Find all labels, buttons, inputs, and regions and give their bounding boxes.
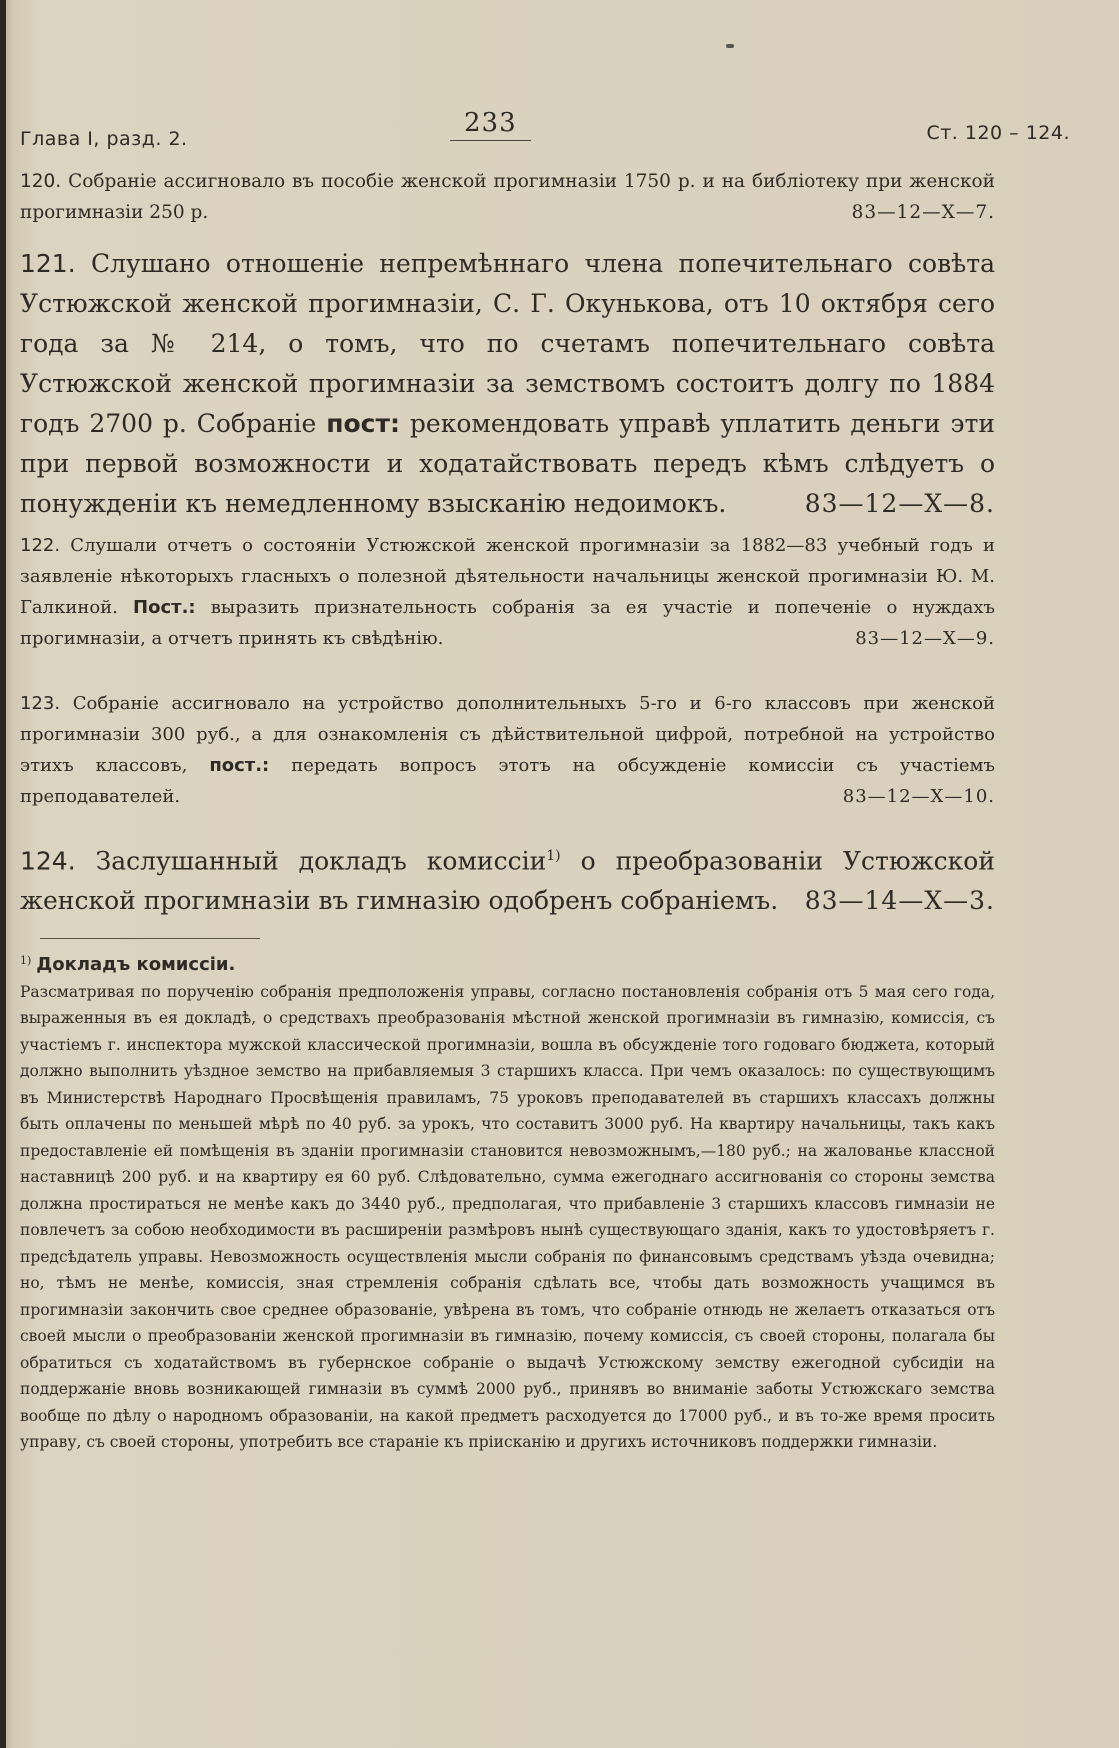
footnote-title: Докладъ комиссіи.: [36, 954, 236, 976]
paragraph-123: 123. Собраніе ассигновало на устройство дополнительныхъ 5-го и 6-го классовъ при женской прогимназіи 300 руб., а для ознакомленія съ дѣйствительной цифрой, потребной на устройство этихъ классовъ, пост.: передать вопросъ этотъ на обсужденіе комиссіи съ участіемъ преподавателей. 83—12—X—10.: [20, 688, 995, 812]
binding-edge: [0, 0, 6, 1748]
reference-code: 83—12—X—10.: [842, 786, 995, 807]
footnote: [20, 948, 995, 1456]
paragraph-120: 120. Собраніе ассигновало въ пособіе женской прогимназіи 1750 р. и на библіотеку при женской прогимназіи 250 р. 83—12—X—7.: [20, 166, 995, 228]
footnote-text: Разсматривая по порученію собранія предположенія управы, согласно постановленія собранія отъ 5 мая сего года, выраженныя въ ея докладѣ, о средствахъ преобразованія мѣстной женской прогимназіи въ гимназію, комиссія, съ участіемъ г. инспектора мужской классической прогимназіи, вошла въ обсужденіе того годоваго бюджета, который должно выполнить уѣздное земство на прибавляемыя 3 старшихъ класса. При чемъ оказалось: по существующимъ въ Министерствѣ Народнаго Просвѣщенія правиламъ, 75 уроковъ преподавателей въ старшихъ классахъ должны быть оплачены по меньшей мѣрѣ по 40 руб. за урокъ, что составитъ 3000 руб. На квартиру начальницы, такъ какъ предоставленіе ей помѣщенія въ зданіи прогимназіи становится невозможнымъ,—180 руб.; на жалованье классной наставницѣ 200 руб. и на квартиру ея 60 руб. Слѣдовательно, сумма ежегоднаго ассигнованія со стороны земства должна простираться не менѣе какъ до 3440 руб., предполагая, что прибавленіе 3 старшихъ классовъ гимназіи не повлечетъ за собою необходимости въ расширеніи размѣровъ нынѣ существующаго зданія, какъ то удостовѣряетъ г. предсѣдатель управы. Невозможность осуществленія мысли собранія по финансовымъ средствамъ уѣзда очевидна; но, тѣмъ не менѣе, комиссія, зная стремленія собранія сдѣлать все, чтобы дать возможность учащимся въ прогимназіи закончить свое среднее образованіе, увѣрена въ томъ, что собраніе отнюдь не желаетъ отказаться отъ своей мысли о преобразованіи женской прогимназіи въ гимназію, почему комиссія, съ своей стороны, полагала бы обратиться съ ходатайствомъ въ губернское собраніе о выдачѣ Устюжскому земству ежегодной субсидіи на поддержаніе вновь возникающей гимназіи въ суммѣ 2000 руб., принявъ во вниманіе заботы Устюжскаго земства вообще по дѣлу о народномъ образованіи, на какой предметъ расходуется до 17000 руб., и въ то-же время просить управу, съ своей стороны, употребить все стараніе къ пріисканію и другихъ источниковъ поддержки гимназіи.: [20, 982, 995, 1452]
paragraph-124: 124. Заслушанный докладъ комиссіи$^{1)}$ о преобразованіи Устюжской женской прогимназіи въ гимназію одобренъ собраніемъ. 83—14—X—3.: [20, 836, 995, 921]
page-number: 233: [450, 108, 531, 141]
ink-spot: [726, 44, 734, 48]
reference-code: 83—12—X—9.: [855, 628, 995, 649]
chapter-label: Глава I, разд. 2.: [20, 128, 188, 150]
footnote-mark: 1): [20, 954, 32, 967]
reference-code: 83—12—X—7.: [851, 202, 995, 223]
article-range: Ст. 120 – 124.: [926, 122, 1070, 144]
page-header: [20, 108, 1080, 158]
footnote-ref[interactable]: 1): [546, 848, 561, 864]
footnote-divider: [40, 938, 260, 939]
reference-code: 83—12—X—8.: [804, 489, 995, 518]
reference-code: 83—14—X—3.: [804, 886, 995, 916]
paragraph-122: 122. Слушали отчетъ о состояніи Устюжской женской прогимназіи за 1882—83 учебный годъ и заявленіе нѣкоторыхъ гласныхъ о полезной дѣятельности начальницы женской прогимназіи Ю. М. Галкиной. Пост.: выразить признательность собранія за ея участіе и попеченіе о нуждахъ прогимназіи, а отчетъ принять къ свѣдѣнію. 83—12—X—9.: [20, 530, 995, 654]
paragraph-121: 121. Слушано отношеніе непремѣннаго члена попечительнаго совѣта Устюжской женской прогимназіи, С. Г. Окунькова, отъ 10 октября сего года за № 214, о томъ, что по счетамъ попечительнаго совѣта Устюжской женской прогимназіи за земствомъ состоитъ долгу по 1884 годъ 2700 р. Собраніе пост: рекомендовать управѣ уплатить деньги эти при первой возможности и ходатайствовать передъ кѣмъ слѣдуетъ о понужденіи къ немедленному взысканію недоимокъ. 83—12—X—8.: [20, 244, 995, 524]
